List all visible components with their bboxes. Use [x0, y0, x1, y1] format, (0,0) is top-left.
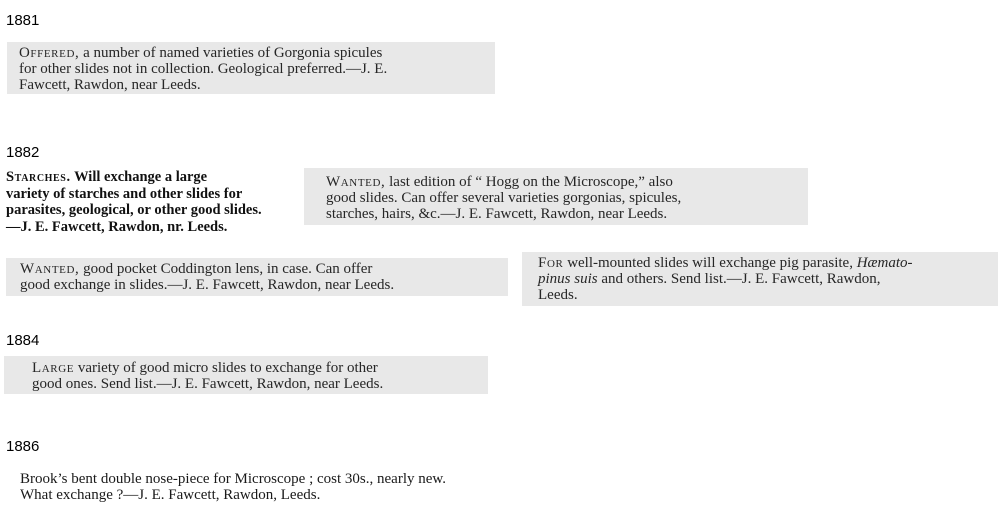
- ad-lead-word: Starches.: [6, 169, 71, 185]
- ad-lead-word: Offered,: [19, 45, 80, 61]
- ad-text: last edition of “ Hogg on the Microscope,” also good slides. Can offer several varieties gorgonias, spicules, starches, hairs, &c.—J. E. Fawcett, Rawdon, near Leeds.: [326, 174, 682, 222]
- ad-1882-starches: [0, 166, 282, 236]
- ad-text: Brook’s bent double nose-piece for Microscope ; cost 30s., nearly new. What exchange ?—J. E. Fawcett, Rawdon, Leeds.: [20, 471, 446, 503]
- year-label-1886: 1886: [6, 438, 40, 455]
- ad-text: good pocket Coddington lens, in case. Can offer good exchange in slides.—J. E. Fawcett, Rawdon, near Leeds.: [20, 261, 395, 293]
- ad-1881-gorgonia: [7, 42, 495, 94]
- ad-lead-word: Wanted,: [326, 174, 386, 190]
- ad-text: variety of good micro slides to exchange for other good ones. Send list.—J. E. Fawcett, Rawdon, near Leeds.: [32, 360, 384, 392]
- ad-text: a number of named varieties of Gorgonia spicules for other slides not in collection. Geological preferred.—J. E. Fawcett, Rawdon, near Leeds.: [19, 45, 388, 93]
- ad-lead-word: Wanted,: [20, 261, 80, 277]
- ad-1886-nose-piece: [12, 468, 612, 508]
- ad-lead-word: Large: [32, 360, 75, 376]
- ad-italic-species: Hæmato- pinus suis: [538, 255, 913, 287]
- year-label-1882: 1882: [6, 144, 40, 161]
- year-label-1884: 1884: [6, 332, 40, 349]
- ad-1882-coddington: [6, 258, 508, 296]
- ad-lead-word: For: [538, 255, 564, 271]
- ad-text: Will exchange a large variety of starches and other slides for parasites, geological, or other good slides. —J. E. Fawcett, Rawdon, nr. Leeds.: [6, 169, 262, 235]
- ad-1884-micro-slides: [4, 356, 488, 394]
- ad-text-continued: and others. Send list.—J. E. Fawcett, Rawdon, Leeds.: [538, 271, 881, 303]
- ad-1882-hogg: [304, 168, 808, 225]
- ad-1882-pig-parasite: [522, 252, 998, 306]
- year-label-1881: 1881: [6, 12, 40, 29]
- ad-text: well-mounted slides will exchange pig parasite,: [563, 255, 857, 271]
